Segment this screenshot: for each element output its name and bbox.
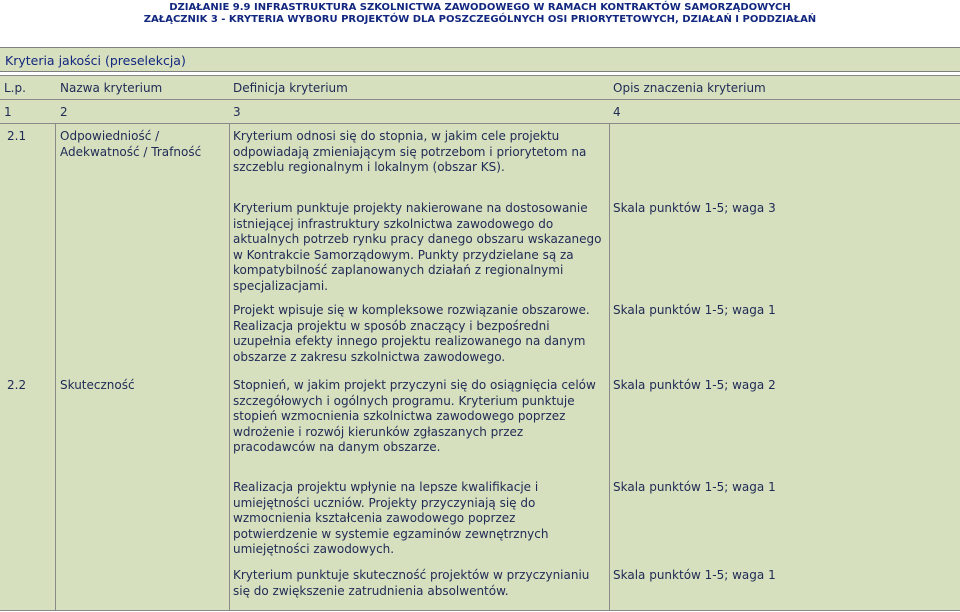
criterion-definition: Projekt wpisuje się w kompleksowe rozwiązanie obszarowe. Realizacja projektu w sposób znaczący i bezpośredni uzupełnia efekty innego projektu realizowanego na danym obszarze z zakresu szkolnictwa zawodowego.	[233, 303, 590, 364]
grid-line-vertical	[55, 124, 56, 610]
grid-line-bottom	[0, 610, 960, 611]
column-number-3: 3	[233, 105, 241, 119]
criterion-meaning: Skala punktów 1-5; waga 1	[613, 568, 776, 582]
grid-line-vertical	[229, 124, 230, 610]
header-line-1: DZIAŁANIE 9.9 INFRASTRUKTURA SZKOLNICTWA ZAWODOWEGO W RAMACH KONTRAKTÓW SAMORZĄDOWYCH	[169, 2, 791, 13]
criterion-definition: Kryterium punktuje skuteczność projektów w przyczynianiu się do zwiększenie zatrudnienia absolwentów.	[233, 568, 590, 598]
criterion-meaning: Skala punktów 1-5; waga 1	[613, 303, 776, 317]
criterion-definition: Stopnień, w jakim projekt przyczyni się do osiągnięcia celów szczegółowych i ogólnych programu. Kryterium punktuje stopień wzmocnienia szkolnictwa zawodowego poprzez wdrożenie i rozwój kierunków zgłaszanych przez pracodawców na danym obszarze.	[233, 378, 596, 455]
table-header-row	[0, 75, 960, 100]
criterion-meaning: Skala punktów 1-5; waga 3	[613, 201, 776, 215]
column-number-2: 2	[60, 105, 68, 119]
header-line-2: ZAŁĄCZNIK 3 - KRYTERIA WYBORU PROJEKTÓW DLA POSZCZEGÓLNYCH OSI PRIORYTETOWYCH, DZIAŁAŃ I PODDZIAŁAŃ	[143, 14, 817, 25]
criterion-name: Odpowiedniość / Adekwatność / Trafność	[60, 129, 202, 159]
column-header-meaning: Opis znaczenia kryterium	[613, 81, 766, 95]
criterion-definition: Kryterium punktuje projekty nakierowane na dostosowanie istniejącej infrastruktury szkolnictwa zawodowego do aktualnych potrzeb rynku pracy danego obszaru wskazanego w Kontrakcie Samorządowym. Punkty przydzielane są za kompatybilność zaplanowanych działań z regionalnymi specjalizacjami.	[233, 201, 602, 293]
criterion-meaning: Skala punktów 1-5; waga 2	[613, 378, 776, 392]
column-header-name: Nazwa kryterium	[60, 81, 163, 95]
criterion-definition: Realizacja projektu wpłynie na lepsze kwalifikacje i umiejętności uczniów. Projekty przyczyniają się do wzmocnienia kształcenia zawodowego poprzez potwierdzenie w systemie egzaminów zewnętrznych umiejętności zawodowych.	[233, 480, 549, 557]
column-number-1: 1	[4, 105, 12, 119]
criterion-lp: 2.2	[7, 378, 27, 392]
section-title: Kryteria jakości (preselekcja)	[0, 47, 960, 72]
criterion-definition: Kryterium odnosi się do stopnia, w jakim cele projektu odpowiadają zmieniającym się potrzebom i priorytetom na szczeblu regionalnym i lokalnym (obszar KS).	[233, 129, 587, 175]
column-header-definition: Definicja kryterium	[233, 81, 348, 95]
criterion-name: Skuteczność	[60, 378, 135, 392]
criterion-meaning: Skala punktów 1-5; waga 1	[613, 480, 776, 494]
table-column-numbers-row	[0, 100, 960, 124]
column-number-4: 4	[613, 105, 621, 119]
column-header-lp: L.p.	[4, 81, 26, 95]
grid-line-vertical	[609, 124, 610, 610]
criterion-lp: 2.1	[7, 129, 27, 143]
